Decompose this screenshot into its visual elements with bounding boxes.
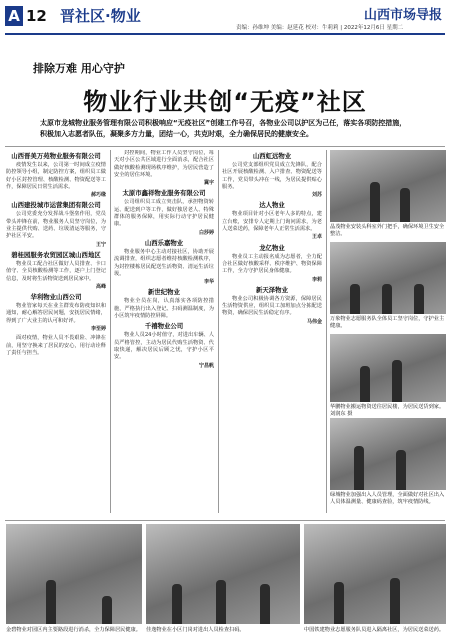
body-paragraph: 物业公司积极协调各方资源，保障居民生活物资供应，组织员工加班加点分拣配送物资，确保居民生活稳定有序。	[222, 295, 322, 317]
article-column-2	[114, 150, 214, 513]
subhead: 龙亿物业	[259, 243, 285, 252]
photo-health-check	[330, 418, 446, 490]
subhead: 碧桂园服务农贸园区城山西地区	[11, 250, 101, 259]
column-divider	[218, 150, 219, 513]
body-paragraph: 物业管家每天在业主群发布防疫知识和通知，耐心解答居民问题，安抚居民情绪，得到了广大业主的认可和好评。	[6, 303, 106, 324]
lead-paragraph: 太原市龙城物业服务管理有限公司积极响应“无疫社区”创建工作号召，各物业公司以护区为己任，落实各项防控措施，积极加入志愿者队伍，凝聚多方力量，团结一心，共克时艰，全力确保居民的健康安全。	[40, 119, 407, 138]
photo-checkpoint	[146, 524, 300, 624]
subhead: 太原市鑫祥物业服务有限公司	[122, 189, 206, 198]
page-number-badge	[5, 5, 47, 27]
body-paragraph: 公司党支部组织党员成立先锋队，配合社区开展核酸检测、入户排查、物资配送等工作，党员带头冲在一线，为居民提供贴心服务。	[222, 162, 322, 190]
article-column-3	[222, 150, 322, 513]
photo-caption: 华鹏物业搬运物资送往居民楼，为居民送货到家。 刘润东 摄	[330, 404, 445, 417]
subhead: 新天泽物业	[256, 285, 288, 294]
body-paragraph: 物业人员24小时值守，对进出车辆、人员严格管控，主动为居民代购生活物资、代取快递，解决居民后顾之忧，守护小区平安。	[114, 332, 214, 361]
photo-caption: 绿城物业加强出入人员管理，全面做好对社区出入人员体温测量、健康码查验，筑牢疫情防线。	[330, 492, 445, 505]
article-column-1	[6, 150, 106, 513]
byline: 李华	[203, 279, 214, 286]
body-paragraph: 物业服务中心主动对接社区，协助开展流调排查，组织志愿者维持核酸检测秩序，为封控楼栋居民配送生活物资、清运生活垃圾。	[114, 248, 214, 277]
byline: 王宁	[95, 241, 106, 248]
byline: 李至婷	[90, 326, 106, 333]
photo-volunteers-delivery	[304, 524, 446, 624]
body-paragraph: 公司组织员工成立突击队，承担物资转运、配送到户等工作，做好独居老人、特殊群体的服务保障，用实际行动守护居民健康。	[114, 199, 214, 228]
byline: 冀宇	[203, 180, 214, 187]
photo-road-disinfection	[6, 524, 142, 624]
masthead	[0, 0, 450, 40]
byline: 宁昌帆	[198, 362, 214, 369]
photo-row-divider	[5, 520, 445, 521]
body-paragraph: 面对疫情，物业人员不畏艰险、冲锋在前，用坚守换来了居民的安心，用行动诠释了责任与担当。	[6, 335, 106, 356]
subhead: 达人物业	[259, 201, 285, 210]
byline: 王卓	[311, 234, 322, 241]
subhead: 山西建投城市运营集团有限公司	[11, 201, 101, 210]
newspaper-name: 山西市场导报	[363, 8, 442, 23]
subhead: 千禧物业公司	[144, 322, 184, 331]
byline: 白莎婷	[198, 229, 214, 236]
subhead: 山西晋美万苑物业服务有限公司	[11, 152, 101, 160]
photo-volunteer-team	[330, 242, 446, 314]
subhead: 山西虹远物业	[252, 152, 292, 160]
kicker-headline: 排除万难 用心守护	[33, 62, 125, 75]
photo-supply-delivery	[330, 334, 446, 402]
body-paragraph: 封控期间，物业工作人员坚守岗位，每天对小区公共区域进行全面消杀，配合社区做好核酸检测现场秩序维护，为居民营造了安全的居住环境。	[114, 150, 214, 178]
byline: 李莉	[311, 276, 322, 283]
photo-disinfection	[330, 150, 446, 222]
photo-caption: 万象物业志愿服务队全体员工坚守岗位，守护业主健康。	[330, 316, 445, 329]
body-paragraph: 物业员工主动报名成为志愿者，全力配合社区做好核酸采样、秩序维护、物资保障工作，全力守护居民身体健康。	[222, 253, 322, 275]
subhead: 新世纪物业	[148, 288, 180, 297]
header-divider	[5, 33, 445, 35]
editor-credits: 责编：孙维坤 美编：赵延花 校对：牛莉莉 | 2022年12月6日 星期二	[236, 25, 404, 31]
main-headline: 物业行业共创“无疫”社区	[83, 88, 367, 116]
page-letter: A	[5, 6, 23, 26]
body-paragraph: 物业员工配合社区做好人员排查、卡口值守、全员核酸检测等工作，逐户上门登记信息，及时将生活物资送到居民家中。	[6, 260, 106, 282]
photo-caption: 晶茂物业安装头科室外门把手，确保环境卫生安全整洁。	[330, 224, 445, 237]
column-divider	[110, 150, 111, 513]
subhead: 华利物业山西公司	[30, 293, 82, 302]
byline: 马伟金	[306, 318, 322, 325]
body-paragraph: 疫情发生以来，公司第一时间成立疫情防控领导小组，制定防控方案，组织员工做好小区封控管理、核酸检测、物资配送等工作，保障居民日常生活需求。	[6, 162, 106, 190]
photo-caption: 金碧物业对园区内主要路段进行消杀，全力保障居民健康。	[6, 627, 141, 633]
subhead: 山西乐嘉物业	[144, 238, 184, 247]
body-paragraph: 公司党委充分发挥战斗堡垒作用，党员带头冲锋在前，物业服务人员坚守岗位，为业主提供代购、送药、垃圾清运等服务，守护社区平安。	[6, 211, 106, 240]
section-title: 晋社区·物业	[60, 7, 141, 25]
title-divider	[5, 146, 445, 147]
byline: 郝巧缘	[90, 192, 106, 199]
photo-caption: 佳逸物业在小区门岗对进出人员检查扫码。	[146, 627, 245, 633]
body-paragraph: 物业项目针对小区老年人多的特点，建立台账，安排专人定期上门询问需求，为老人送菜送药，保障老年人正常生活需求。	[222, 211, 322, 233]
byline: 高峰	[95, 283, 106, 290]
page-number: 12	[26, 7, 47, 25]
byline: 刘苏	[311, 192, 322, 199]
column-divider	[326, 150, 327, 513]
photo-caption: 中国铁建物业志愿服务队员进入隔离社区，为居民送菜送药。	[304, 627, 445, 633]
body-paragraph: 物业全员在岗，认真落实各项防控措施，严格执行出入登记、扫码测温制度，为小区筑牢疫情防控屏障。	[114, 298, 214, 320]
